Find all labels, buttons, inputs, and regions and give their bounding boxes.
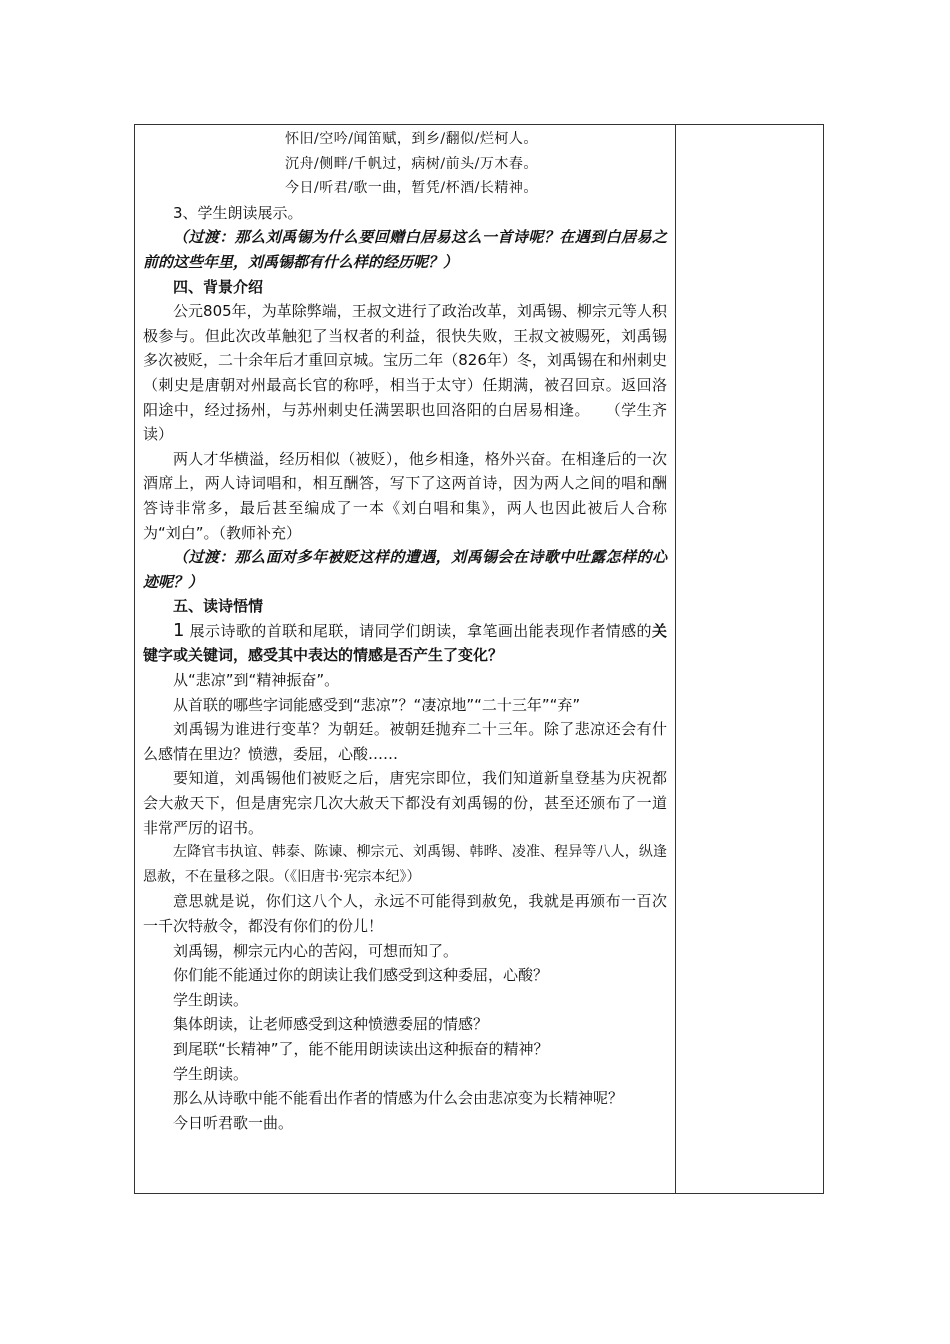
lesson-table bbox=[134, 124, 824, 1194]
column-divider bbox=[675, 125, 676, 1193]
transition-1: （过渡：那么刘禹锡为什么要回赠白居易这么一首诗呢？在遇到白居易之前的这些年里，刘禹锡都有什么样的经历呢？） bbox=[143, 228, 667, 271]
task-1 bbox=[143, 619, 667, 668]
text-line: 学生朗读。 bbox=[173, 990, 249, 1009]
background-paragraph-2: 两人才华横溢，经历相似（被贬），他乡相逢，格外兴奋。在相逢后的一次酒席上，两人诗词唱和，相互酬答，写下了这两首诗，因为两人之间的唱和酬答诗非常多，最后甚至编成了一本《刘白唱和集》，两人也因此被后人合称为“刘白”。（教师补充） bbox=[143, 449, 667, 542]
task-1-bold: 关键字或关键词，感受其中表达的情感是否产生了变化？ bbox=[143, 621, 667, 665]
poem-line: 今日/听君/歌一曲，暂凭/杯酒/长精神。 bbox=[285, 180, 538, 197]
text-line: 学生朗读。 bbox=[173, 1064, 249, 1083]
lesson-content-cell bbox=[143, 127, 667, 1135]
text-line: 你们能不能通过你的朗读让我们感受到这种委屈，心酸？ bbox=[173, 966, 549, 985]
text-line: 集体朗读，让老师感受到这种愤懑委屈的情感？ bbox=[173, 1015, 489, 1034]
text-line: 意思就是说，你们这八个人，永远不可能得到赦免，我就是再颁布一百次一千次特赦令，都没有你们的份儿！ bbox=[143, 892, 667, 935]
text-line: 刘禹锡为谁进行变革？为朝廷。被朝廷抛弃二十三年。除了悲凉还会有什么感情在里边？愤懑，委屈，心酸…… bbox=[143, 720, 667, 763]
text-line: 到尾联“长精神”了，能不能用朗读读出这种振奋的精神？ bbox=[173, 1039, 549, 1058]
text-line: 从“悲凉”到“精神振奋”。 bbox=[173, 671, 340, 690]
text-line: 要知道，刘禹锡他们被贬之后，唐宪宗即位，我们知道新皇登基为庆祝都会大赦天下，但是唐宪宗几次大赦天下都没有刘禹锡的份，甚至还颁布了一道非常严厉的诏书。 bbox=[143, 769, 667, 837]
task-1-text: 展示诗歌的首联和尾联，请同学们朗读，拿笔画出能表现作者情感的 bbox=[189, 621, 652, 640]
historical-citation: 左降官韦执谊、韩泰、陈谏、柳宗元、刘禹锡、韩晔、凌准、程异等八人，纵逢恩赦，不在量移之限。（《旧唐书·宪宗本纪》） bbox=[143, 844, 667, 885]
text-line: 今日听君歌一曲。 bbox=[173, 1113, 294, 1132]
transition-2: （过渡：那么面对多年被贬这样的遭遇，刘禹锡会在诗歌中吐露怎样的心迹呢？） bbox=[143, 548, 667, 591]
task-1-number: 1 bbox=[173, 619, 185, 641]
text-line: 从首联的哪些字词能感受到“悲凉”？“凄凉地”“二十三年”“弃” bbox=[173, 695, 581, 714]
text-line: 那么从诗歌中能不能看出作者的情感为什么会由悲凉变为长精神呢？ bbox=[173, 1089, 624, 1108]
background-paragraph-1: 公元805年，为革除弊端，王叔文进行了政治改革，刘禹锡、柳宗元等人积极参与。但此次改革触犯了当权者的利益，很快失败，王叔文被赐死，刘禹锡多次被贬，二十余年后才重回京城。宝历二年（826年）冬，刘禹锡在和州刺史（刺史是唐朝对州最高长官的称呼，相当于太守）任期满，被召回京。返回洛阳途中，经过扬州，与苏州刺史任满罢职也回洛阳的白居易相逢。 （学生齐读） bbox=[143, 302, 667, 444]
section-4-title: 四、背景介绍 bbox=[173, 277, 264, 296]
section-5-title: 五、读诗悟情 bbox=[173, 597, 264, 616]
step-3: 3、学生朗读展示。 bbox=[173, 203, 303, 222]
poem-line: 沉舟/侧畔/千帆过，病树/前头/万木春。 bbox=[285, 155, 538, 172]
poem-line: 怀旧/空吟/闻笛赋，到乡/翻似/烂柯人。 bbox=[285, 131, 538, 147]
text-line: 刘禹锡，柳宗元内心的苦闷，可想而知了。 bbox=[173, 941, 459, 960]
